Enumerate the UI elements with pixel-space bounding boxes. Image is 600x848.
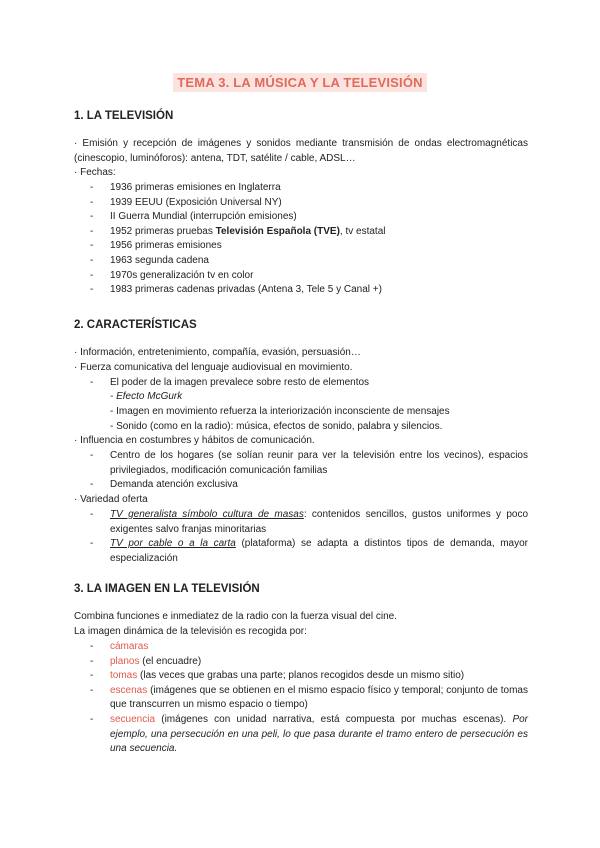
bullet-list — [74, 508, 528, 566]
sub-item: - Sonido (como en la radio): música, efectos de sonido, palabra y silencios. — [110, 421, 443, 432]
list-item: - escenas (imágenes que se obtienen en el mismo espacio físico y temporal; conjunto de tomas que transcurren un mismo espacio o tiempo) — [74, 684, 528, 713]
paragraph: La imagen dinámica de la televisión es recogida por: — [74, 626, 307, 637]
list-item: - 1939 EEUU (Exposición Universal NY) — [74, 196, 528, 211]
list-item: - Centro de los hogares (se solían reunir para ver la televisión entre los vecinos), espacios privilegiados, modificación comunicación familias — [74, 449, 528, 478]
section-heading-characteristics: 2. CARACTERÍSTICAS — [74, 319, 197, 331]
list-item: - 1936 primeras emisiones en Inglaterra — [74, 181, 528, 196]
bullet-list — [74, 449, 528, 493]
section-heading-image: 3. LA IMAGEN EN LA TELEVISIÓN — [74, 583, 260, 595]
bullet-list — [74, 376, 528, 391]
document-title: TEMA 3. LA MÚSICA Y LA TELEVISIÓN — [0, 74, 600, 92]
list-item: - 1952 primeras pruebas Televisión Española (TVE), tv estatal — [74, 225, 528, 240]
list-item: - 1970s generalización tv en color — [74, 269, 528, 284]
list-item: - planos (el encuadre) — [74, 655, 528, 670]
list-item: - cámaras — [74, 640, 528, 655]
paragraph: · Influencia en costumbres y hábitos de comunicación. — [74, 435, 315, 446]
dates-list — [74, 181, 528, 298]
paragraph: · Información, entretenimiento, compañía, evasión, persuasión… — [74, 347, 361, 358]
intro-paragraph: · Emisión y recepción de imágenes y sonidos mediante transmisión de ondas electromagnéticas (cinescopio, luminóforos): antena, TDT, satélite / cable, ADSL… — [74, 138, 528, 164]
paragraph: · Variedad oferta — [74, 494, 148, 505]
list-item: - tomas (las veces que grabas una parte; planos recogidos desde un mismo sitio) — [74, 669, 528, 684]
list-item: - TV por cable o a la carta (plataforma) se adapta a distintos tipos de demanda, mayor especialización — [74, 537, 528, 566]
section-heading-television: 1. LA TELEVISIÓN — [74, 110, 174, 122]
list-item: - secuencia (imágenes con unidad narrativa, está compuesta por muchas escenas). Por ejemplo, una persecución en una peli, lo que pasa durante el tramo entero de persecución es una secuencia. — [74, 713, 528, 757]
paragraph: · Fuerza comunicativa del lenguaje audiovisual en movimiento. — [74, 362, 353, 373]
dates-label: · Fechas: — [74, 167, 116, 178]
paragraph: Combina funciones e inmediatez de la radio con la fuerza visual del cine. — [74, 611, 397, 622]
terms-list — [74, 640, 528, 757]
list-item: - 1963 segunda cadena — [74, 254, 528, 269]
list-item: - Demanda atención exclusiva — [74, 478, 528, 493]
sub-item: - Efecto McGurk — [110, 391, 183, 402]
list-item: - 1956 primeras emisiones — [74, 239, 528, 254]
list-item: - 1983 primeras cadenas privadas (Antena 3, Tele 5 y Canal +) — [74, 283, 528, 298]
list-item: - TV generalista símbolo cultura de masas: contenidos sencillos, gustos uniformes y poco exigentes salvo franjas minoritarias — [74, 508, 528, 537]
list-item: - II Guerra Mundial (interrupción emisiones) — [74, 210, 528, 225]
sub-item: - Imagen en movimiento refuerza la interiorización inconsciente de mensajes — [110, 406, 450, 417]
list-item: - El poder de la imagen prevalece sobre resto de elementos — [74, 376, 528, 391]
